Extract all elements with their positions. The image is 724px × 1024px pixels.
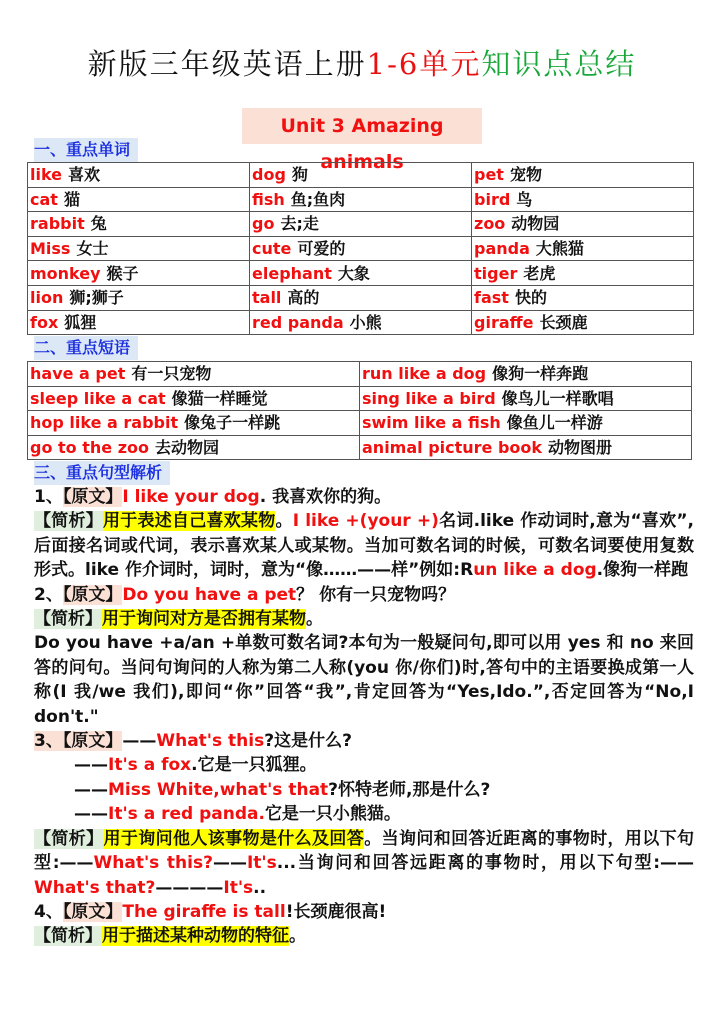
highlighted-summary: 用于询问他人该事物是什么及回答 [103,828,365,849]
table-row [28,163,694,188]
chinese-meaning: 大象 [337,263,370,283]
text: ———— [155,877,224,898]
table-cell [472,285,694,310]
english-term: pet [474,165,504,185]
chinese-meaning: 猴子 [106,263,139,283]
example-sentence: What's this [156,731,265,752]
chinese-meaning: 长颈鹿 [539,312,588,332]
english-term: panda [474,239,530,259]
text: 1、 [34,487,63,507]
paragraph [34,900,694,924]
analysis-tag: 【简析】 [34,828,104,849]
section-heading-words: 一、重点单词 [34,138,138,162]
chinese-meaning: 去;走 [280,214,319,234]
english-term: zoo [474,214,506,234]
text: ？ 你有一只宠物吗？ [296,584,456,605]
chinese-meaning: 可爱的 [297,239,346,259]
page-title [0,42,724,83]
paragraph [34,631,694,729]
chinese-meaning: 动物园 [511,214,560,234]
highlighted-summary: 用于询问对方是否拥有某物 [102,609,306,630]
analysis-tag: 【简析】 [34,511,103,532]
paragraph [34,509,694,582]
table-cell [28,386,360,411]
text: 。 [275,511,293,532]
chinese-meaning: 大熊猫 [535,239,584,259]
table-cell [28,362,360,387]
english-term: sing like a bird [362,388,496,408]
english-term: fast [474,288,509,308]
chinese-meaning: 狐狸 [64,312,97,332]
paragraph [34,924,694,948]
english-term: go [252,214,275,234]
table-cell [360,435,692,460]
paragraph [34,827,694,900]
english-term: red panda [252,312,344,332]
table-cell [250,310,472,335]
example-sentence: I like +(your +) [292,511,439,532]
sentence-analysis [34,485,694,949]
table-cell [28,236,250,261]
table-row [28,261,694,286]
example-sentence: un like a dog [473,560,597,581]
english-term: dog [252,165,286,185]
table-cell [360,362,692,387]
chinese-meaning: 快的 [514,288,547,308]
chinese-meaning: 鸟 [516,189,533,209]
chinese-meaning: 狗 [291,165,308,185]
original-text-tag: 【原文】 [62,901,123,922]
original-text-tag: 【原文】 [62,487,123,507]
phrases-table [27,361,692,460]
english-term: Miss [30,239,71,259]
table-row [28,285,694,310]
analysis-tag: 【简析】 [34,926,102,947]
text: 。 [306,609,323,630]
text: 。当询问和回答近距离的事物时，用以下句型:—— [34,828,695,874]
text: .它是一只狐狸。 [191,755,317,776]
table-cell [28,212,250,237]
example-sentence: It's [246,853,277,874]
example-sentence: It's [223,877,254,898]
example-sentence: What's that? [34,877,156,898]
chinese-meaning: 像鱼儿一样游 [506,413,603,433]
paragraph [34,729,694,753]
example-sentence: I like your dog [122,487,260,507]
table-row [28,435,692,460]
text: !长颈鹿很高! [285,901,387,922]
chinese-meaning: 像猫一样睡觉 [171,388,268,408]
table-cell [472,236,694,261]
analysis-tag: 【简析】 [34,609,102,630]
text: 。 [289,926,306,947]
unit-heading: Unit 3 Amazing animals [242,108,482,144]
table-cell [250,285,472,310]
original-text-tag: 【原文】 [62,584,123,605]
example-sentence: It's a fox [108,755,192,776]
highlighted-summary: 用于描述某种动物的特征 [102,926,289,947]
chinese-meaning: 像狗一样奔跑 [492,364,589,384]
text: 4、 [34,901,63,922]
highlighted-summary: 用于表述自己喜欢某物 [103,511,276,532]
english-term: tiger [474,263,518,283]
example-sentence: It's a red panda. [108,804,265,825]
text: .. [253,877,267,898]
table-cell [250,212,472,237]
english-term: like [30,165,63,185]
table-cell [28,187,250,212]
original-text-tag: 3、【原文】 [34,731,123,752]
table-cell [28,435,360,460]
english-term: animal picture book [362,438,543,458]
english-term: elephant [252,263,332,283]
english-term: run like a dog [362,364,487,384]
chinese-meaning: 女士 [76,239,109,259]
english-term: swim like a fish [362,413,501,433]
chinese-meaning: 狮;狮子 [69,288,124,308]
table-cell [472,163,694,188]
table-cell [472,212,694,237]
table-cell [250,163,472,188]
chinese-meaning: 高的 [287,288,320,308]
table-cell [28,310,250,335]
example-sentence: The giraffe is tall [122,901,286,922]
english-term: giraffe [474,312,534,332]
table-cell [250,236,472,261]
text: 它是一只小熊猫。 [264,804,401,825]
table-cell [28,285,250,310]
chinese-meaning: 像鸟儿一样歌唱 [501,388,614,408]
table-row [28,310,694,335]
table-row [28,212,694,237]
chinese-meaning: 有一只宠物 [131,364,212,384]
chinese-meaning: 小熊 [349,312,382,332]
example-sentence: Do you have a pet [122,584,297,605]
text: Do you have +a/an +单数可数名词?本句为一般疑问句,即可以用 yes 和 no 来回答的问句。当问句询问的人称为第二人称(you 你/你们)时,答句中的主语要换成第一人称(I 我/we 我们),即问“你”回答“我”,肯定回答为“Yes,Ido.”,否定回答为“No,I don't." [34,633,694,727]
text: 2、 [34,584,63,605]
text: .像狗一样跑 [596,560,689,581]
section-heading-phrases: 二、重点短语 [34,336,138,360]
chinese-meaning: 宠物 [509,165,542,185]
text: —— [212,853,247,874]
paragraph [34,802,694,826]
chinese-meaning: 鱼;鱼肉 [290,189,346,209]
paragraph [34,753,694,777]
table-cell [250,261,472,286]
title-part: 知识点总结 [481,47,637,81]
text: —— [122,731,157,752]
text: ?怀特老师,那是什么? [328,779,491,800]
table-cell [28,411,360,436]
table-cell [360,411,692,436]
english-term: bird [474,189,511,209]
text: . 我喜欢你的狗。 [259,487,392,507]
table-cell [250,187,472,212]
paragraph [34,778,694,802]
table-cell [472,187,694,212]
vocabulary-table [27,162,694,335]
example-sentence: What's this? [93,853,213,874]
title-part: 新版三年级英语上册 [87,47,367,81]
english-term: cute [252,239,292,259]
text: ?这是什么? [264,731,352,752]
text: —— [74,779,108,800]
chinese-meaning: 像兔子一样跳 [184,413,281,433]
english-term: lion [30,288,64,308]
english-term: go to the zoo [30,438,149,458]
table-cell [28,163,250,188]
english-term: rabbit [30,214,85,234]
chinese-meaning: 喜欢 [68,165,101,185]
english-term: fox [30,312,59,332]
section-heading-sentences: 三、重点句型解析 [34,461,170,485]
english-term: have a pet [30,364,126,384]
english-term: sleep like a cat [30,388,166,408]
chinese-meaning: 老虎 [523,263,556,283]
chinese-meaning: 去动物园 [154,438,219,458]
text: 名词.like 作动词时,意为“喜欢”,后面接名词或代词，表示喜欢某人或某物。当加可数名词的时候，可数名词要使用复数形式。like 作介词时，词时，意为“像……——样”例如:R [34,511,695,581]
table-cell [360,386,692,411]
table-cell [472,310,694,335]
text: —— [74,755,108,776]
text: —— [74,804,108,825]
english-term: fish [252,189,285,209]
english-term: monkey [30,263,101,283]
paragraph [34,607,694,631]
table-row [28,411,692,436]
chinese-meaning: 动物图册 [548,438,613,458]
chinese-meaning: 兔 [90,214,107,234]
paragraph [34,583,694,607]
table-cell [28,261,250,286]
example-sentence: Miss White,what's that [108,779,329,800]
table-row [28,236,694,261]
english-term: tall [252,288,282,308]
table-row [28,386,692,411]
title-part: 1-6单元 [366,47,482,81]
text: ...当询问和回答远距离的事物时，用以下句型:—— [276,853,694,874]
table-row [28,362,692,387]
table-cell [472,261,694,286]
english-term: hop like a rabbit [30,413,179,433]
table-row [28,187,694,212]
english-term: cat [30,189,58,209]
paragraph [34,485,694,509]
chinese-meaning: 猫 [63,189,80,209]
